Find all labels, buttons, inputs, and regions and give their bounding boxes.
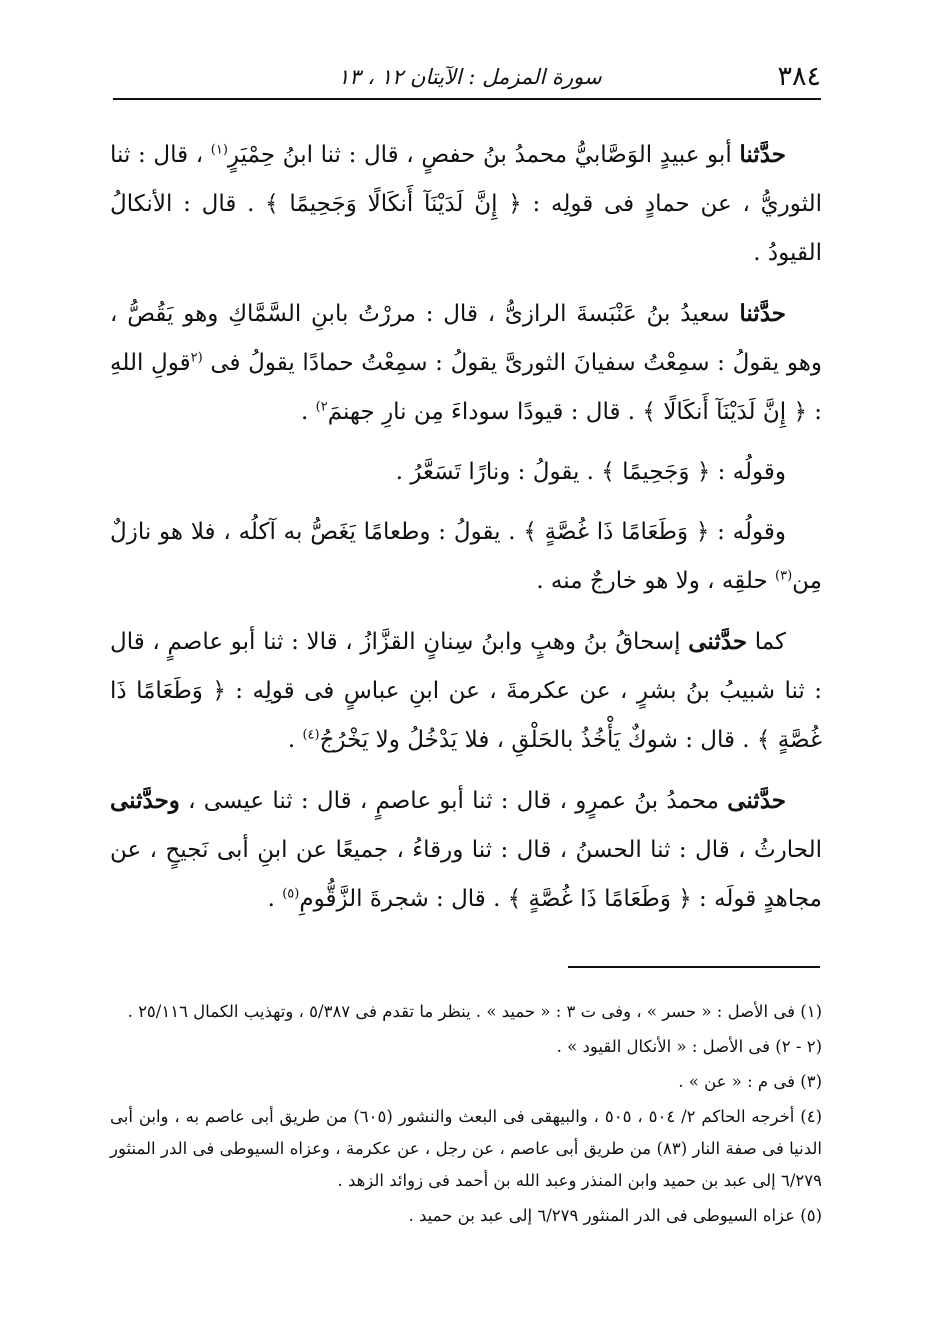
paragraph-text: . xyxy=(287,727,303,753)
paragraph-text: كما xyxy=(747,629,786,655)
paragraph-text: قولِ اللهِ : ﴿ إِنَّ لَدَيْنَآ أَنكَالًا ﴾ . قال : قيودًا سوداءَ مِن نارِ جهنمَ xyxy=(110,350,822,425)
footnote-marker: (٤) xyxy=(302,727,320,743)
footnote-marker: (٥) xyxy=(282,886,300,902)
footnote-marker: (١) xyxy=(210,142,228,158)
paragraph-text: محمدُ بنُ عمرٍو ، قال : ثنا أبو عاصمٍ ، قال : ثنا عيسى ، xyxy=(179,788,728,814)
footnote-2: (٢ - ٢) فى الأصل : « الأنكال القيود » . xyxy=(556,1037,822,1056)
narration-lead: وحدَّثنى xyxy=(110,787,180,814)
paragraph-5 xyxy=(110,617,822,765)
paragraph-text: ، قال : ثنا الثوريُّ ، عن حمادٍ فى قولِه : ﴿ إِنَّ لَدَيْنَآ أَنكَالًا وَجَحِيمًا ﴾ . قال : الأنكالُ القيودُ . xyxy=(110,142,822,266)
footnote-divider xyxy=(568,966,820,968)
narration-lead: حدَّثنا xyxy=(739,300,786,327)
footnote-5: (٥) عزاه السيوطى فى الدر المنثور ٦/٢٧٩ إلى عبد بن حميد . xyxy=(408,1206,822,1225)
paragraph-text: سعيدُ بنُ عَنْبَسةَ الرازىُّ ، قال : مررْتُ بابنِ السَّمَّاكِ وهو يَقُصُّ ، وهو يقولُ : سمِعْتُ سفيانَ الثورىَّ يقولُ : سمِعْتُ حمادًا يقولُ فى xyxy=(110,301,822,376)
running-title: سورة المزمل : الآيتان ١٢ ، ١٣ xyxy=(338,65,602,89)
paragraph-1 xyxy=(110,130,822,278)
paragraph-2 xyxy=(110,289,822,437)
footnote-3: (٣) فى م : « عن » . xyxy=(678,1072,822,1091)
paragraph-6 xyxy=(110,776,822,924)
footnotes xyxy=(110,996,822,1235)
footnote-marker: ٢) xyxy=(315,399,328,415)
main-text xyxy=(110,130,822,935)
paragraph-text: وقولُه : ﴿ وَطَعَامًا ذَا غُصَّةٍ ﴾ . يقولُ : وطعامًا يَغَصُّ به آكلُه ، فلا هو نازلٌ مِن xyxy=(110,519,822,594)
footnote-marker: (٣) xyxy=(775,568,793,584)
page-number: ٣٨٤ xyxy=(777,61,821,92)
paragraph-text: . xyxy=(267,886,283,912)
paragraph-text: إسحاقُ بنُ وهبٍ وابنُ سِنانٍ القزَّازُ ، قالا : ثنا أبو عاصمٍ ، قال : ثنا شبيبُ بنُ بشرٍ ، عن عكرمةَ ، عن ابنِ عباسٍ فى قولِه : ﴿ وَطَعَامًا ذَا غُصَّةٍ ﴾ . قال : شوكٌ يَأْخُذُ بالحَلْقِ ، فلا يَدْخُلُ ولا يَخْرُجُ xyxy=(110,629,822,753)
footnote-marker: (٢ xyxy=(190,350,203,366)
paragraph-4 xyxy=(110,508,822,606)
paragraph-text: الحارثُ ، قال : ثنا الحسنُ ، قال : ثنا ورقاءُ ، جميعًا عن ابنِ أبى نَجيحٍ ، عن مجاهدٍ قولَه : ﴿ وَطَعَامًا ذَا غُصَّةٍ ﴾ . قال : شجرةَ الزَّقُّومِ xyxy=(110,837,822,912)
paragraph-text: وقولُه : ﴿ وَجَحِيمًا ﴾ . يقولُ : ونارًا تَسَعَّرُ . xyxy=(395,459,786,485)
narration-lead: حدَّثنا xyxy=(739,141,786,168)
narration-lead: حدَّثنى xyxy=(727,787,786,814)
footnote-4: (٤) أخرجه الحاكم ٢/ ٥٠٤ ، ٥٠٥ ، والبيهقى فى البعث والنشور (٦٠٥) من طريق أبى عاصم به ، وابن أبى الدنيا فى صفة النار (٨٣) من طريق أبى عاصم ، عن رجل ، عن عكرمة ، وعزاه السيوطى فى الدر المنثور ٦/٢٧٩ إلى عبد بن حميد وابن المنذر وعبد الله بن أحمد فى زوائد الزهد . xyxy=(110,1107,823,1190)
header-divider xyxy=(113,98,821,100)
page-header xyxy=(113,52,821,92)
narration-lead: حدَّثنى xyxy=(688,628,748,655)
paragraph-text: . xyxy=(301,399,316,425)
paragraph-text: حلقِه ، ولا هو خارجٌ منه . xyxy=(536,568,776,594)
paragraph-3 xyxy=(110,448,822,497)
paragraph-text: أبو عبيدٍ الوَصَّابيُّ محمدُ بنُ حفصٍ ، قال : ثنا ابنُ حِمْيَرٍ xyxy=(227,142,740,168)
footnote-1: (١) فى الأصل : « حسر » ، وفى ت ٣ : « حميد » . ينظر ما تقدم فى ٥/٣٨٧ ، وتهذيب الكمال ٢٥/١١٦ . xyxy=(127,1002,822,1021)
